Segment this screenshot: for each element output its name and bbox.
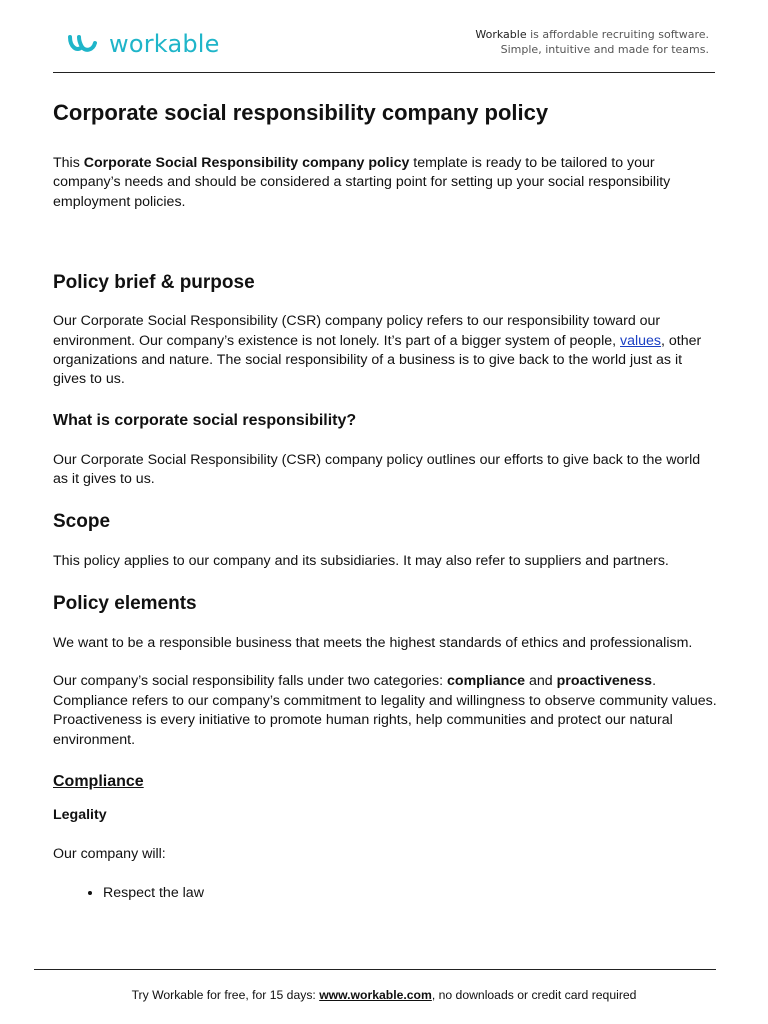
elements-p2-post: . Compliance refers to our company’s commitment to legality and willingness to observe community values. Proactiveness is every initiative to promote human rights, help communities and protect our natural environment. [53, 673, 717, 748]
compliance-heading: Compliance [53, 773, 144, 791]
bullet-list [53, 883, 717, 903]
document-body [53, 96, 717, 903]
intro-pre: This [53, 155, 84, 171]
tagline-brand: Workable [475, 28, 527, 41]
elements-heading: Policy elements [53, 593, 197, 615]
what-paragraph: Our Corporate Social Responsibility (CSR) company policy outlines our efforts to give back to the world as it gives to us. [53, 451, 701, 488]
will-paragraph: Our company will: [53, 845, 166, 862]
footer-post: , no downloads or credit card required [431, 988, 637, 1002]
document-title: Corporate social responsibility company policy [53, 100, 549, 125]
brief-pre: Our Corporate Social Responsibility (CSR) company policy refers to our responsibility toward our environment. Our company’s existence is not lonely. It’s part of a bigger system of people, [53, 313, 661, 349]
logo-text: workable [109, 30, 220, 58]
values-link[interactable]: values [620, 332, 662, 349]
scope-heading: Scope [53, 510, 111, 532]
compliance-bold: compliance [447, 673, 526, 690]
header-tagline [475, 27, 709, 57]
elements-p2-mid: and [525, 673, 557, 690]
tagline-line-1 [475, 27, 709, 42]
brief-post: , other organizations and nature. The social responsibility of a business is to give back to the world just as it gives to us. [53, 332, 702, 388]
elements-p2-pre: Our company’s social responsibility falls under two categories: [53, 673, 448, 690]
scope-paragraph: This policy applies to our company and its subsidiaries. It may also refer to suppliers and partners. [53, 552, 669, 569]
footer-pre: Try Workable for free, for 15 days: [131, 988, 320, 1002]
page-header [53, 22, 715, 72]
intro-bold: Corporate Social Responsibility company policy [83, 155, 410, 171]
tagline-line-2: Simple, intuitive and made for teams. [500, 43, 709, 56]
brief-heading: Policy brief & purpose [53, 272, 255, 294]
tagline-line-1-rest: is affordable recruiting software. [526, 28, 709, 41]
workable-logo[interactable] [67, 30, 220, 58]
legality-heading: Legality [53, 807, 107, 824]
workable-logo-icon [67, 33, 103, 55]
intro-post: template is ready to be tailored to your company’s needs and should be considered a starting point for setting up your social responsibility employment policies. [53, 155, 671, 210]
header-divider [53, 72, 715, 73]
workable-link[interactable]: www.workable.com [319, 988, 432, 1002]
list-item: • Respect the law [103, 883, 717, 903]
elements-paragraph-2 [53, 672, 717, 750]
page-footer [0, 987, 768, 1003]
proactiveness-bold: proactiveness [556, 673, 653, 690]
what-heading: What is corporate social responsibility? [53, 411, 357, 429]
intro-paragraph [53, 154, 717, 212]
elements-paragraph-1: We want to be a responsible business that meets the highest standards of ethics and professionalism. [53, 635, 693, 652]
brief-paragraph [53, 312, 717, 390]
footer-divider [34, 969, 716, 970]
